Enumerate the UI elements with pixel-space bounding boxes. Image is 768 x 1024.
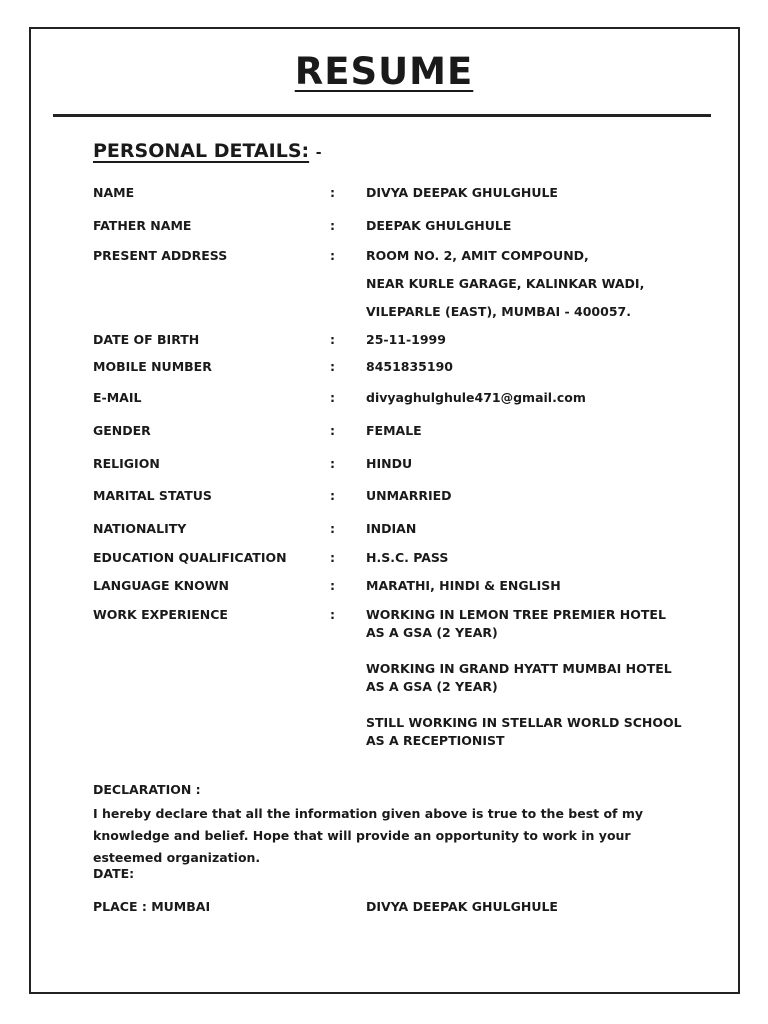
value-work-experience-line-1: WORKING IN LEMON TREE PREMIER HOTEL	[366, 607, 666, 622]
declaration-text: I hereby declare that all the information given above is true to the best of my knowledge and belief. Hope that will provide an opportunity to work in your esteemed organization.	[93, 806, 644, 865]
section-title-dash: -	[315, 145, 322, 161]
label-work-experience: WORK EXPERIENCE	[93, 607, 228, 622]
separator-date-of-birth: :	[330, 332, 335, 347]
label-name: NAME	[93, 185, 135, 200]
title-divider	[53, 114, 711, 117]
value-work-experience-line-5: STILL WORKING IN STELLAR WORLD SCHOOL	[366, 715, 682, 730]
value-email: divyaghulghule471@gmail.com	[366, 390, 586, 405]
label-marital-status: MARITAL STATUS	[93, 488, 212, 503]
value-work-experience-line-6: AS A RECEPTIONIST	[366, 733, 505, 748]
section-title-personal-details	[93, 140, 322, 162]
label-nationality: NATIONALITY	[93, 521, 187, 536]
label-mobile-number: MOBILE NUMBER	[93, 359, 212, 374]
value-religion: HINDU	[366, 456, 413, 471]
label-languages: LANGUAGE KNOWN	[93, 578, 229, 593]
value-languages: MARATHI, HINDI & ENGLISH	[366, 578, 561, 593]
separator-languages: :	[330, 578, 335, 593]
document-title-text: RESUME	[294, 50, 474, 93]
value-nationality: INDIAN	[366, 521, 417, 536]
separator-email: :	[330, 390, 335, 405]
label-date-of-birth: DATE OF BIRTH	[93, 332, 200, 347]
value-gender: FEMALE	[366, 423, 422, 438]
label-present-address: PRESENT ADDRESS	[93, 248, 228, 263]
value-work-experience-line-2: AS A GSA (2 YEAR)	[366, 625, 498, 640]
separator-work-experience: :	[330, 607, 335, 622]
label-religion: RELIGION	[93, 456, 160, 471]
value-address-line-3: VILEPARLE (EAST), MUMBAI - 400057.	[366, 304, 631, 319]
label-father-name: FATHER NAME	[93, 218, 192, 233]
declaration-heading: DECLARATION :	[93, 782, 201, 797]
separator-education: :	[330, 550, 335, 565]
place-label: PLACE : MUMBAI	[93, 899, 211, 914]
value-address-line-2: NEAR KURLE GARAGE, KALINKAR WADI,	[366, 276, 645, 291]
label-gender: GENDER	[93, 423, 151, 438]
separator-name: :	[330, 185, 335, 200]
value-date-of-birth: 25-11-1999	[366, 332, 446, 347]
separator-present-address: :	[330, 248, 335, 263]
value-work-experience-line-3: WORKING IN GRAND HYATT MUMBAI HOTEL	[366, 661, 672, 676]
separator-nationality: :	[330, 521, 335, 536]
document-title	[0, 50, 768, 93]
label-email: E-MAIL	[93, 390, 142, 405]
separator-religion: :	[330, 456, 335, 471]
value-name: DIVYA DEEPAK GHULGHULE	[366, 185, 558, 200]
date-label: DATE:	[93, 866, 135, 881]
separator-father-name: :	[330, 218, 335, 233]
signature-name: DIVYA DEEPAK GHULGHULE	[366, 899, 558, 914]
label-education: EDUCATION QUALIFICATION	[93, 550, 287, 565]
value-mobile-number: 8451835190	[366, 359, 453, 374]
value-marital-status: UNMARRIED	[366, 488, 452, 503]
separator-mobile-number: :	[330, 359, 335, 374]
separator-marital-status: :	[330, 488, 335, 503]
value-work-experience-line-4: AS A GSA (2 YEAR)	[366, 679, 498, 694]
value-father-name: DEEPAK GHULGHULE	[366, 218, 512, 233]
value-education: H.S.C. PASS	[366, 550, 449, 565]
section-title-text: PERSONAL DETAILS:	[93, 140, 310, 162]
separator-gender: :	[330, 423, 335, 438]
value-address-line-1: ROOM NO. 2, AMIT COMPOUND,	[366, 248, 589, 263]
